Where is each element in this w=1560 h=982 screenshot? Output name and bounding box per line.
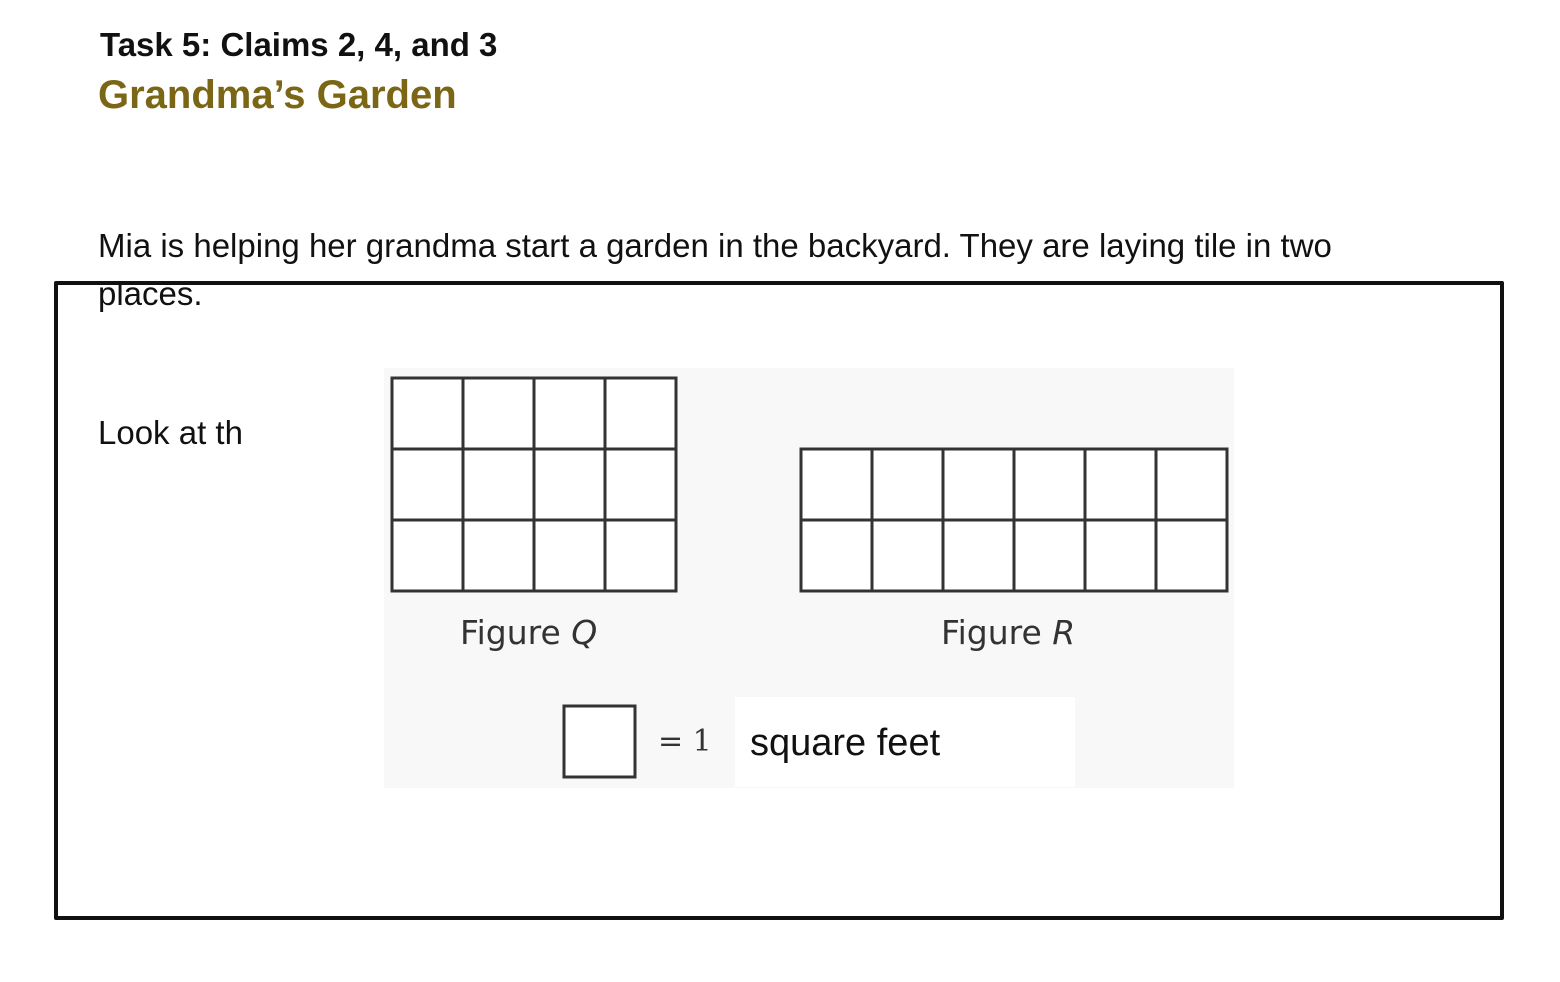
figure-r-label-prefix: Figure (941, 613, 1053, 652)
figure-q-tile (463, 520, 534, 591)
task-label: Task 5: Claims 2, 4, and 3 (100, 26, 498, 63)
legend-unit-text: square feet (750, 722, 941, 764)
figure-r-tile (1156, 520, 1227, 591)
figure-q-tile (392, 520, 463, 591)
unit-square-key (564, 706, 635, 777)
figure-q-tile (605, 378, 676, 449)
figure-q-tile (392, 449, 463, 520)
figure-r-tile (872, 520, 943, 591)
figure-r-tile (801, 520, 872, 591)
figure-q-tile (534, 378, 605, 449)
figures-svg (384, 368, 1234, 788)
figure-q-tile (463, 449, 534, 520)
figure-r-tile (1085, 449, 1156, 520)
figure-r-grid (801, 449, 1227, 591)
figure-q-tile (534, 520, 605, 591)
task-title: Grandma’s Garden (98, 73, 457, 117)
figure-r-tile (943, 449, 1014, 520)
figure-r-tile (801, 449, 872, 520)
intro-line-1: Mia is helping her grandma start a garden in the backyard. They are laying tile in two (98, 227, 1332, 264)
figure-q-tile (463, 378, 534, 449)
figure-r-tile (1014, 449, 1085, 520)
figure-q-label-letter: Q (571, 613, 598, 652)
look-at-text: Look at th (98, 414, 243, 451)
figure-q-tile (534, 449, 605, 520)
figure-r-tile (1085, 520, 1156, 591)
figure-r-tile (1156, 449, 1227, 520)
figure-r-tile (872, 449, 943, 520)
figure-r-tile (1014, 520, 1085, 591)
intro-line-2: places. (98, 275, 203, 312)
figure-q-grid (392, 378, 676, 591)
figure-q-label (460, 613, 597, 652)
legend-equals-text: = 1 (658, 724, 712, 759)
figure-r-label (941, 613, 1075, 652)
figure-r-tile (943, 520, 1014, 591)
figure-q-label-prefix: Figure (460, 613, 572, 652)
figure-r-label-letter: R (1052, 613, 1076, 652)
figure-q-tile (605, 449, 676, 520)
figure-q-tile (605, 520, 676, 591)
figure-q-tile (392, 378, 463, 449)
figure-panel (384, 368, 1234, 788)
